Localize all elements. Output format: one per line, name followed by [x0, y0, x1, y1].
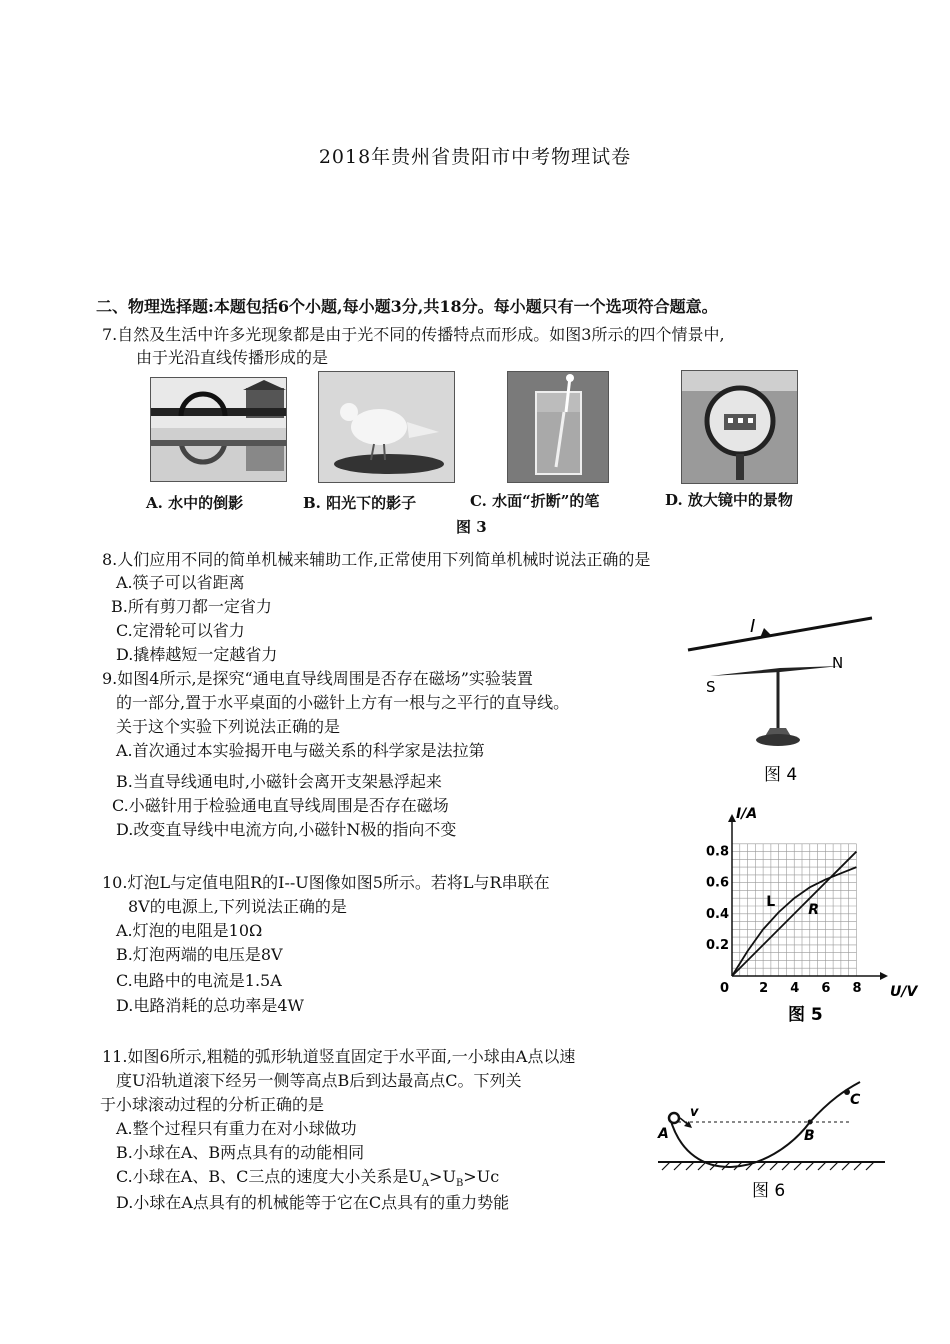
photo-water-reflection [150, 377, 287, 482]
x-tick-label: 8 [852, 981, 862, 996]
chart-labels [706, 806, 918, 1025]
y-tick-label: 0.8 [706, 844, 730, 860]
series-label-R: R [808, 901, 820, 918]
y-axis-label: I/A [736, 806, 758, 822]
q9-stem-line2: 的一部分,置于水平桌面的小磁针上方有一根与之平行的直导线。 [116, 693, 570, 712]
y-tick-label: 0.4 [706, 906, 730, 922]
q11-stem-line3: 于小球滚动过程的分析正确的是 [100, 1095, 325, 1114]
photo-bent-pen [507, 371, 609, 483]
fig3-caption-a: A. 水中的倒影 [146, 494, 244, 512]
photo-magnifier [681, 370, 798, 484]
current-label: I [750, 616, 756, 637]
q11-stem-line1: 11.如图6所示,粗糙的弧形轨道竖直固定于水平面,一小球由A点以速 [102, 1047, 576, 1066]
fig3-caption-d: D. 放大镜中的景物 [665, 491, 793, 509]
needle-stand-foot [756, 734, 800, 746]
q10-option-d: D.电路消耗的总功率是4W [116, 996, 304, 1015]
y-axis-arrow [728, 814, 736, 822]
y-tick-label: 0.6 [706, 875, 730, 891]
fig4-diagram [680, 610, 880, 790]
q7-stem-line2: 由于光沿直线传播形成的是 [136, 348, 329, 367]
magnetic-needle [710, 666, 840, 676]
q11-option-d: D.小球在A点具有的机械能等于它在C点具有的重力势能 [116, 1193, 510, 1212]
page-title: 2018年贵州省贵阳市中考物理试卷 [318, 146, 632, 168]
x-tick-label: 2 [759, 981, 769, 996]
q8-option-b: B.所有剪刀都一定省力 [111, 597, 272, 616]
ground-hatching [662, 1162, 874, 1170]
point-c-label: C [850, 1092, 861, 1108]
x-axis-label: U/V [890, 984, 918, 1000]
q8-option-a: A.筷子可以省距离 [116, 573, 245, 592]
q10-stem-line2: 8V的电源上,下列说法正确的是 [128, 897, 347, 916]
q11-option-c [116, 1166, 499, 1195]
fig3-label: 图 3 [456, 518, 487, 536]
q11-option-c-gt1: > [429, 1167, 443, 1186]
q8-option-c: C.定滑轮可以省力 [116, 621, 245, 640]
straight-wire [688, 618, 872, 650]
q10-option-c: C.电路中的电流是1.5A [116, 971, 282, 990]
q11-stem-line2: 度U沿轨道滚下经另一侧等高点B后到达最高点C。下列关 [116, 1071, 522, 1090]
q9-option-a: A.首次通过本实验揭开电与磁关系的科学家是法拉第 [116, 741, 485, 760]
velocity-label: v [690, 1105, 699, 1120]
origin-label: 0 [720, 981, 730, 996]
x-tick-label: 4 [790, 981, 800, 996]
q11-option-c-ub: U [442, 1167, 456, 1186]
q10-option-b: B.灯泡两端的电压是8V [116, 945, 283, 964]
point-b-label: B [804, 1128, 815, 1144]
x-tick-label: 6 [821, 981, 831, 996]
ball [669, 1113, 679, 1123]
q11-option-c-ua: U [408, 1167, 422, 1186]
q11-option-c-ub-sub: B [455, 1178, 464, 1190]
fig5-label: 图 5 [788, 1005, 823, 1025]
fig4-label: 图 4 [764, 765, 798, 785]
q9-stem-line3: 关于这个实验下列说法正确的是 [116, 717, 341, 736]
fig6-label: 图 6 [752, 1181, 786, 1201]
q10-stem-line1: 10.灯泡L与定值电阻R的I--U图像如图5所示。若将L与R串联在 [102, 873, 550, 892]
q9-option-c: C.小磁针用于检验通电直导线周围是否存在磁场 [112, 796, 449, 815]
q11-option-c-prefix: C.小球在A、B、C三点的速度大小关系是 [116, 1167, 409, 1186]
section-header: 二、物理选择题:本题包括6个小题,每小题3分,共18分。每小题只有一个选项符合题意。 [96, 297, 718, 316]
series-label-L: L [766, 894, 776, 910]
q9-option-d: D.改变直导线中电流方向,小磁针N极的指向不变 [116, 820, 457, 839]
q11-option-c-uc: Uc [476, 1167, 500, 1186]
x-axis-arrow [880, 972, 888, 980]
q11-option-c-gt2: > [463, 1167, 477, 1186]
q8-stem: 8.人们应用不同的简单机械来辅助工作,正常使用下列简单机械时说法正确的是 [102, 550, 651, 569]
fig6-diagram [650, 1080, 890, 1205]
north-pole-label: N [832, 654, 844, 672]
q9-stem-line1: 9.如图4所示,是探究“通电直导线周围是否存在磁场”实验装置 [102, 669, 533, 688]
q8-option-d: D.撬棒越短一定越省力 [116, 645, 278, 664]
photo-shadow-dove [318, 371, 455, 483]
q7-stem-line1: 7.自然及生活中许多光现象都是由于光不同的传播特点而形成。如图3所示的四个情景中, [102, 325, 725, 344]
q11-option-c-ua-sub: A [421, 1178, 430, 1190]
y-tick-label: 0.2 [706, 937, 730, 953]
fig5-chart [700, 800, 930, 1030]
q11-option-b: B.小球在A、B两点具有的动能相同 [116, 1143, 365, 1162]
q10-option-a: A.灯泡的电阻是10Ω [116, 921, 263, 940]
point-a-label: A [658, 1126, 669, 1142]
fig3-caption-c: C. 水面“折断”的笔 [470, 492, 600, 510]
south-pole-label: S [706, 678, 716, 696]
point-b-dot [808, 1120, 813, 1125]
q11-option-a: A.整个过程只有重力在对小球做功 [116, 1119, 357, 1138]
curved-track [670, 1082, 860, 1167]
fig3-caption-b: B. 阳光下的影子 [303, 494, 417, 512]
q9-option-b: B.当直导线通电时,小磁针会离开支架悬浮起来 [116, 772, 442, 791]
